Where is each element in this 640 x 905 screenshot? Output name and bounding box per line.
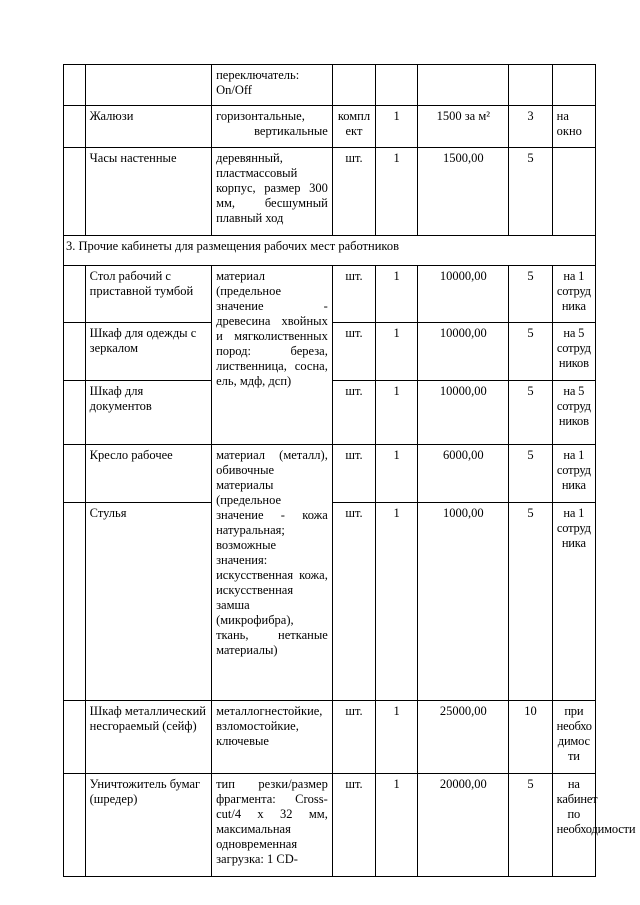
blinds-price: 1500 за м² <box>418 106 509 148</box>
item-name: Стол рабочий с приставной тумбой <box>85 266 211 323</box>
cell-number <box>64 148 86 236</box>
clock-term: 5 <box>509 148 552 236</box>
table-row-switch <box>64 65 596 106</box>
item-qty: 1 <box>376 381 418 445</box>
cell-description <box>212 65 333 106</box>
switch-description-line1: переключатель: <box>216 68 300 82</box>
item-norm: на 1 сотруд ника <box>552 503 595 701</box>
item-unit: шт. <box>332 503 375 701</box>
cell-name <box>85 65 211 106</box>
item-name: Кресло рабочее <box>85 445 211 503</box>
cell-number <box>64 65 86 106</box>
safe-unit: шт. <box>332 701 375 774</box>
cell-term <box>509 65 552 106</box>
item-norm: на 5 сотруд ников <box>552 323 595 381</box>
item-name: Шкаф для одежды с зеркалом <box>85 323 211 381</box>
item-norm: на 1 сотруд ника <box>552 266 595 323</box>
item-unit: шт. <box>332 381 375 445</box>
item-price: 6000,00 <box>418 445 509 503</box>
clock-unit: шт. <box>332 148 375 236</box>
requirements-table <box>63 64 636 877</box>
item-price: 1000,00 <box>418 503 509 701</box>
table-row-safe <box>64 701 596 774</box>
safe-name: Шкаф металлический несгораемый (сейф) <box>85 701 211 774</box>
cell-norm <box>552 65 595 106</box>
blinds-term: 3 <box>509 106 552 148</box>
cell-qty <box>376 65 418 106</box>
item-unit: шт. <box>332 445 375 503</box>
table-row <box>64 445 596 503</box>
shredder-price: 20000,00 <box>418 774 509 877</box>
table-row <box>64 266 596 323</box>
safe-qty: 1 <box>376 701 418 774</box>
item-price: 10000,00 <box>418 323 509 381</box>
table-row-blinds <box>64 106 596 148</box>
cell-price <box>418 65 509 106</box>
table-row-shredder <box>64 774 596 877</box>
item-norm: на 5 сотруд ников <box>552 381 595 445</box>
item-qty: 1 <box>376 503 418 701</box>
switch-description-line2: On/Off <box>216 83 252 97</box>
blinds-norm: на окно <box>552 106 595 148</box>
item-term: 5 <box>509 445 552 503</box>
blinds-qty: 1 <box>376 106 418 148</box>
shredder-unit: шт. <box>332 774 375 877</box>
cell-number <box>64 445 86 503</box>
cell-number <box>64 701 86 774</box>
safe-description: металлогнестойкие, взломостойкие, ключевые <box>212 701 333 774</box>
item-price: 10000,00 <box>418 266 509 323</box>
shredder-term: 5 <box>509 774 552 877</box>
item-price: 10000,00 <box>418 381 509 445</box>
cell-number <box>64 381 86 445</box>
item-qty: 1 <box>376 266 418 323</box>
item-term: 5 <box>509 323 552 381</box>
item-unit: шт. <box>332 266 375 323</box>
safe-price: 25000,00 <box>418 701 509 774</box>
cell-number <box>64 774 86 877</box>
cell-number <box>64 503 86 701</box>
clock-name: Часы настенные <box>85 148 211 236</box>
item-term: 5 <box>509 266 552 323</box>
shredder-qty: 1 <box>376 774 418 877</box>
clock-price: 1500,00 <box>418 148 509 236</box>
safe-term: 10 <box>509 701 552 774</box>
item-norm: на 1 сотруд ника <box>552 445 595 503</box>
clock-description: деревянный, пластмассовый корпус, размер 300 мм, бесшумный плавный ход <box>212 148 333 236</box>
item-term: 5 <box>509 381 552 445</box>
cell-number <box>64 106 86 148</box>
item-qty: 1 <box>376 445 418 503</box>
chair-material-description: материал (металл), обивочные материалы (предельное значение - кожа натуральная; возможные значения: искусственная кожа, искусственная замша (микрофибра), ткань, нетканые материалы) <box>212 445 333 701</box>
item-name: Шкаф для документов <box>85 381 211 445</box>
cell-number <box>64 323 86 381</box>
section-header-row <box>64 236 596 266</box>
wood-material-description: материал (предельное значение - древесина хвойных и мягколиственных пород: береза, лиственница, сосна, ель, мдф, дсп) <box>212 266 333 445</box>
blinds-description: горизонтальные, вертикальные <box>212 106 333 148</box>
item-term: 5 <box>509 503 552 701</box>
shredder-name: Уничтожитель бумаг (шредер) <box>85 774 211 877</box>
clock-qty: 1 <box>376 148 418 236</box>
clock-norm <box>552 148 595 236</box>
item-unit: шт. <box>332 323 375 381</box>
blinds-name: Жалюзи <box>85 106 211 148</box>
safe-norm: при необхо димос ти <box>552 701 595 774</box>
blinds-unit: компл ект <box>332 106 375 148</box>
table-row-clock <box>64 148 596 236</box>
item-qty: 1 <box>376 323 418 381</box>
shredder-norm: на кабинет по необходимости <box>552 774 595 877</box>
shredder-description: тип резки/размер фрагмента: Cross-cut/4 х 32 мм, максимальная одновременная загрузка: 1 CD- <box>212 774 333 877</box>
cell-unit <box>332 65 375 106</box>
item-name: Стулья <box>85 503 211 701</box>
cell-number <box>64 266 86 323</box>
section-title: 3. Прочие кабинеты для размещения рабочих мест работников <box>64 236 596 266</box>
